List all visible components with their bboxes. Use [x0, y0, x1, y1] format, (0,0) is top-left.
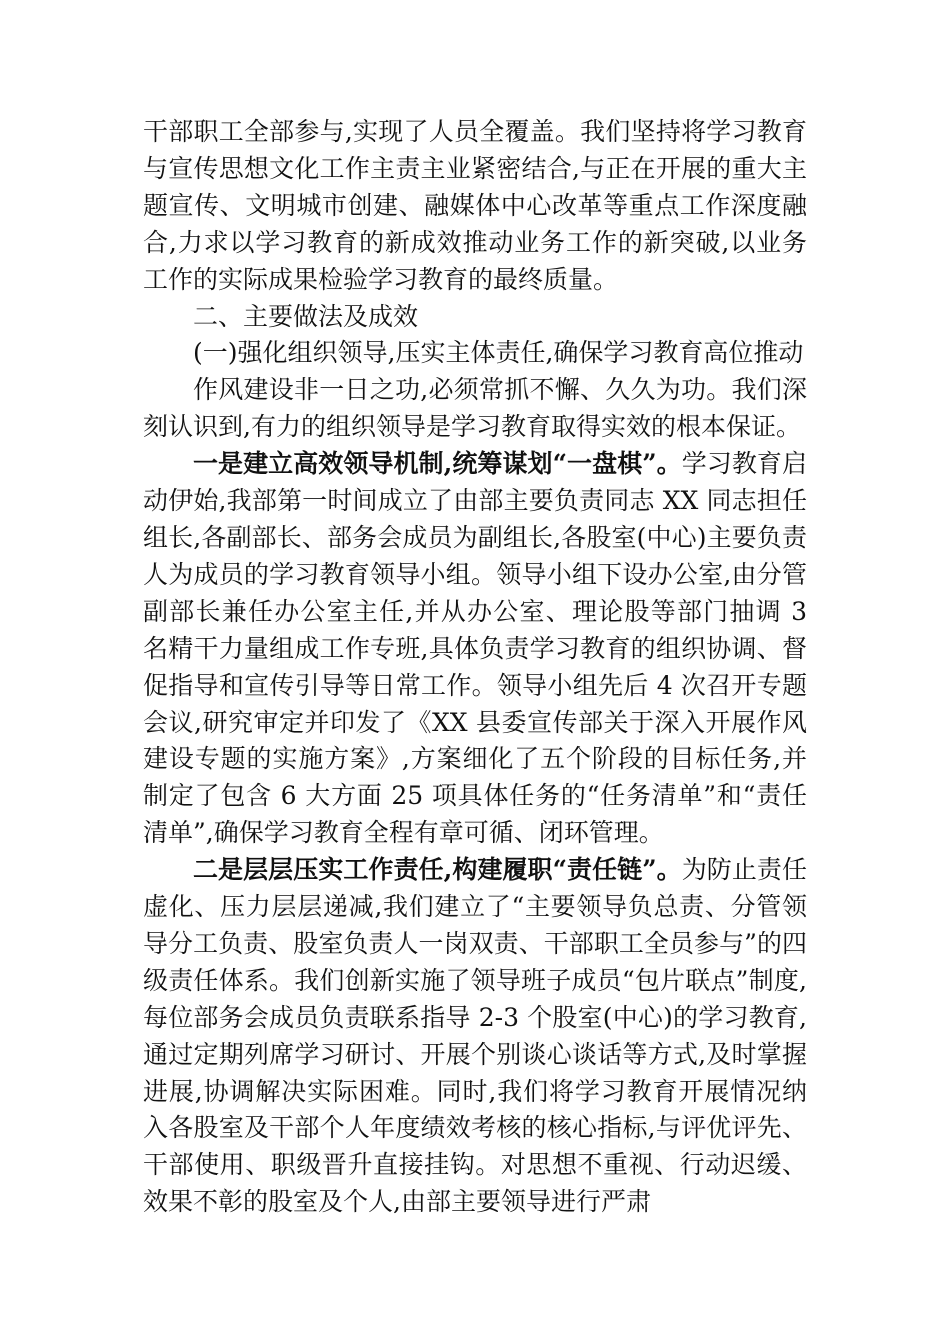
- paragraph-continuation: [143, 114, 807, 299]
- paragraph-point-two: [143, 852, 807, 1221]
- subsection-heading-text: (一)强化组织领导,压实主体责任,确保学习教育高位推动: [193, 338, 804, 368]
- section-heading-text: 二、主要做法及成效: [193, 301, 419, 331]
- paragraph-text: 作风建设非一日之功,必须常抓不懈、久久为功。我们深刻认识到,有力的组织领导是学习教育取得实效的根本保证。: [143, 375, 807, 442]
- subsection-heading: [143, 335, 807, 372]
- point-one-lead: 一是建立高效领导机制,统筹谋划“一盘棋”。: [193, 449, 682, 479]
- point-two-text: 为防止责任虚化、压力层层递减,我们建立了“主要领导负总责、分管领导分工负责、股室负责人一岗双责、干部职工全员参与”的四级责任体系。我们创新实施了领导班子成员“包片联点”制度,每位部务会成员负责联系指导 2-3 个股室(中心)的学习教育,通过定期列席学习研讨、开展个别谈心谈话等方式,及时掌握进展,协调解决实际困难。同时,我们将学习教育开展情况纳入各股室及干部个人年度绩效考核的核心指标,与评优评先、干部使用、职级晋升直接挂钩。对思想不重视、行动迟缓、效果不彰的股室及个人,由部主要领导进行严肃: [143, 855, 807, 1217]
- point-two-lead: 二是层层压实工作责任,构建履职“责任链”。: [193, 855, 682, 885]
- paragraph-point-one: [143, 446, 807, 852]
- paragraph-text: 干部职工全部参与,实现了人员全覆盖。我们坚持将学习教育与宣传思想文化工作主责主业紧密结合,与正在开展的重大主题宣传、文明城市创建、融媒体中心改革等重点工作深度融合,力求以学习教育的新成效推动业务工作的新突破,以业务工作的实际成果检验学习教育的最终质量。: [143, 117, 807, 294]
- document-body: [143, 114, 807, 1221]
- point-one-text: 学习教育启动伊始,我部第一时间成立了由部主要负责同志 XX 同志担任组长,各副部长、部务会成员为副组长,各股室(中心)主要负责人为成员的学习教育领导小组。领导小组下设办公室,由分管副部长兼任办公室主任,并从办公室、理论股等部门抽调 3 名精干力量组成工作专班,具体负责学习教育的组织协调、督促指导和宣传引导等日常工作。领导小组先后 4 次召开专题会议,研究审定并印发了《XX 县委宣传部关于深入开展作风建设专题的实施方案》,方案细化了五个阶段的目标任务,并制定了包含 6 大方面 25 项具体任务的“任务清单”和“责任清单”,确保学习教育全程有章可循、闭环管理。: [143, 449, 807, 848]
- paragraph-intro: [143, 372, 807, 446]
- section-heading: [143, 299, 807, 336]
